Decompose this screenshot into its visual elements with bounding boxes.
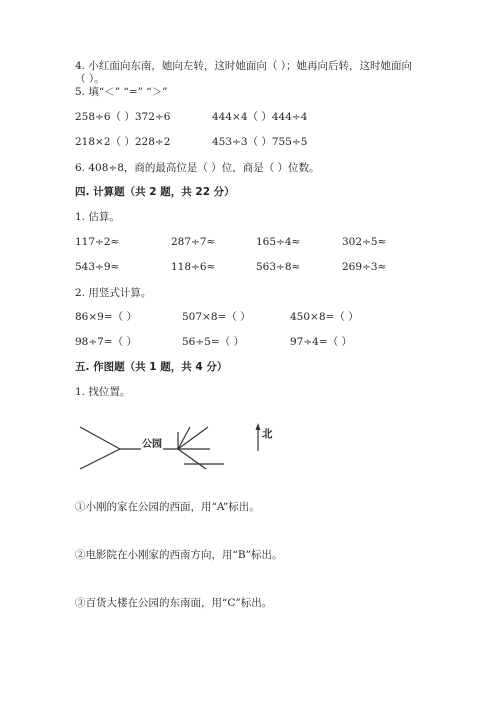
road-line xyxy=(178,427,190,449)
park-label: 公园 xyxy=(142,439,162,450)
question-5-item: 258÷6（ ）372÷6 xyxy=(75,111,171,123)
question-5-item: 453÷3（ ）755÷5 xyxy=(212,136,308,148)
estimate-item: 563÷8≈ xyxy=(256,261,301,273)
section-5-heading: 五. 作图题（共 1 题，共 4 分） xyxy=(75,361,228,373)
question-5-item: 218×2（ ）228÷2 xyxy=(75,136,171,148)
vertical-calc-item: 98÷7=（ ） xyxy=(75,336,137,348)
north-label: 北 xyxy=(262,428,273,440)
estimate-item: 165÷4≈ xyxy=(256,236,301,248)
question-5-title: 5. 填“＜” “=” “＞” xyxy=(75,86,168,98)
vertical-calc-item: 97÷4=（ ） xyxy=(290,336,352,348)
position-task-2: ②电影院在小刚家的西南方向，用“B”标出。 xyxy=(75,549,283,561)
question-6: 6. 408÷8，商的最高位是（ ）位，商是（ ）位数。 xyxy=(75,162,320,174)
vertical-calc-title: 2. 用竖式计算。 xyxy=(75,287,152,299)
estimate-item: 287÷7≈ xyxy=(171,236,216,248)
north-arrow-head-icon xyxy=(256,423,261,430)
vertical-calc-item: 507×8=（ ） xyxy=(182,311,251,323)
find-position-title: 1. 找位置。 xyxy=(75,386,131,398)
question-4-line2: （ ）。 xyxy=(75,73,105,85)
estimate-item: 269÷3≈ xyxy=(342,261,387,273)
estimate-item: 302÷5≈ xyxy=(342,236,387,248)
section-4-heading: 四. 计算题（共 2 题，共 22 分） xyxy=(75,186,235,198)
estimate-item: 543÷9≈ xyxy=(75,261,120,273)
question-5-item: 444×4（ ）444÷4 xyxy=(212,111,308,123)
vertical-calc-item: 56÷5=（ ） xyxy=(182,336,244,348)
estimate-item: 118÷6≈ xyxy=(171,261,216,273)
road-line xyxy=(178,427,208,449)
vertical-calc-item: 450×8=（ ） xyxy=(290,311,359,323)
road-line xyxy=(178,449,206,469)
position-task-1: ①小刚的家在公园的西面，用“A”标出。 xyxy=(75,501,260,513)
position-task-3: ③百货大楼在公园的东南面，用“C”标出。 xyxy=(75,597,273,609)
road-line xyxy=(80,427,120,449)
estimate-item: 117÷2≈ xyxy=(75,236,120,248)
estimate-title: 1. 估算。 xyxy=(75,211,120,223)
vertical-calc-item: 86×9=（ ） xyxy=(75,311,137,323)
question-4-line1: 4. 小红面向东南，她向左转，这时她面向（ ）；她再向后转，这时她面向 xyxy=(75,60,412,72)
road-line xyxy=(80,449,120,469)
